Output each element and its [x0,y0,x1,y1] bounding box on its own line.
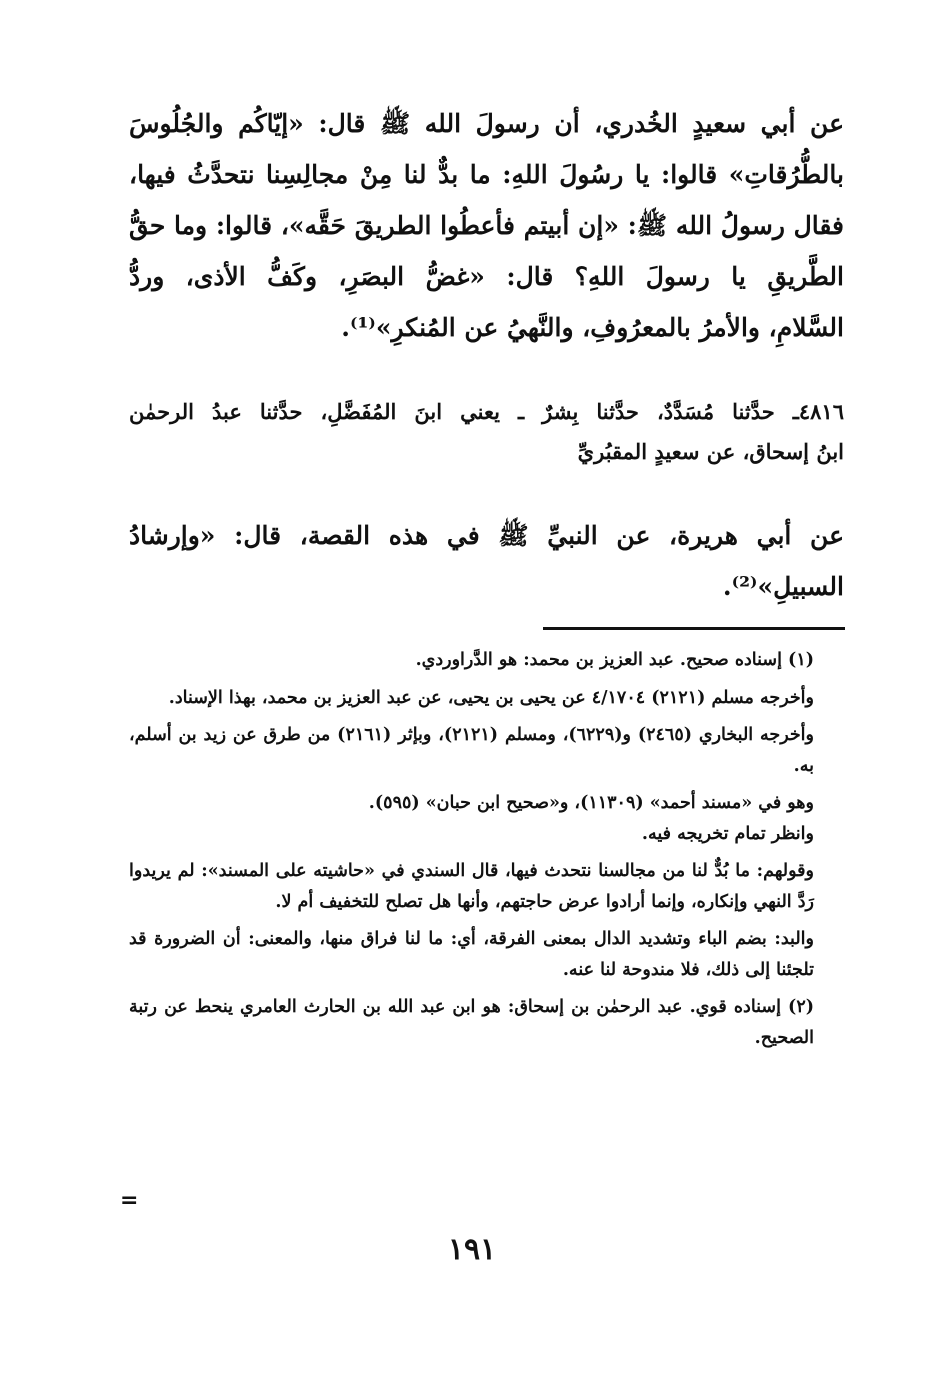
hadith-4815-text [129,98,844,353]
footnote-paragraph: وأخرجه مسلم (٢١٢١) ٤/١٧٠٤ عن يحيى بن يحيى، عن عبد العزيز بن محمد، بهذا الإسناد. [168,687,814,708]
page-number: ١٩١ [447,1232,497,1267]
footnote-paragraph: وقولهم: ما بُدٌّ لنا من مجالسنا نتحدث فيها، قال السندي في «حاشيته على المسند»: لم يريدوا رَدَّ النهي وإنكاره، وإنما أرادوا عرض حاجتهم، وأنها هل تصلح للتخفيف أم لا. [129,861,814,912]
footnote-separator [543,627,845,630]
footnote-paragraph: والبد: بضم الباء وتشديد الدال بمعنى الفرقة، أي: ما لنا فراق منها، والمعنى: أن الضرورة قد تلجئنا إلى ذلك، فلا مندوحة لنا عنه. [129,929,814,980]
footnote-paragraph: وانظر تمام تخريجه فيه. [641,823,814,844]
footnote-paragraph: (١) إسناده صحيح. عبد العزيز بن محمد: هو الدَّراوردي. [415,650,814,670]
text-line: السبيلِ»⁽²⁾. [722,572,844,601]
hadith-4816-text [129,510,844,612]
text-line: ٤٨١٦ـ حدَّثنا مُسَدَّدٌ، حدَّثنا بِشرٌ ـ يعني ابنَ المُفَضَّلِ، حدَّثنا عبدُ الرحمٰن [129,399,844,424]
hadith-4816-chain [129,392,844,472]
text-line: فقال رسولُ الله ﷺ: «إن أبيتم فأعطُوا الطريقَ حَقَّه»، قالوا: وما حقُّ [129,211,844,240]
footnote-paragraph: (٢) إسناده قوي. عبد الرحمٰن بن إسحاق: هو ابن عبد الله بن الحارث العامري ينحط عن رتبة الصحيح. [129,997,814,1048]
footnote-paragraph: وأخرجه البخاري (٢٤٦٥) و(٦٢٢٩)، ومسلم (٢١٢١)، وبإثر (٢١٦١) من طرق عن زيد بن أسلم، به. [129,725,814,776]
footnote-paragraph: وهو في «مسند أحمد» (١١٣٠٩)، و«صحيح ابن حبان» (٥٩٥). [368,793,814,813]
footnotes [129,645,844,1053]
text-line: ابنُ إسحاق، عن سعيدٍ المقبُريِّ [577,439,844,464]
text-line: بالطُّرُقاتِ» قالوا: يا رسُولَ اللهِ: ما بدٌّ لنا مِنْ مجالِسِنا نتحدَّثُ فيها، [129,160,844,189]
text-line: الطَّريقِ يا رسولَ اللهِ؟ قال: «غضُّ البصَرِ، وكَفُّ الأذى، وردُّ [129,262,844,291]
continuation-mark: = [120,1188,139,1213]
text-line: السَّلامِ، والأمرُ بالمعرُوفِ، والنَّهيُ عن المُنكرِ»⁽¹⁾. [341,313,844,342]
text-line: عن أبي هريرة، عن النبيِّ ﷺ في هذه القصة، قال: «وإرشادُ [129,521,844,550]
text-line: عن أبي سعيدٍ الخُدري، أن رسولَ الله ﷺ قال: «إيّاكُم والجُلُوسَ [129,109,844,138]
